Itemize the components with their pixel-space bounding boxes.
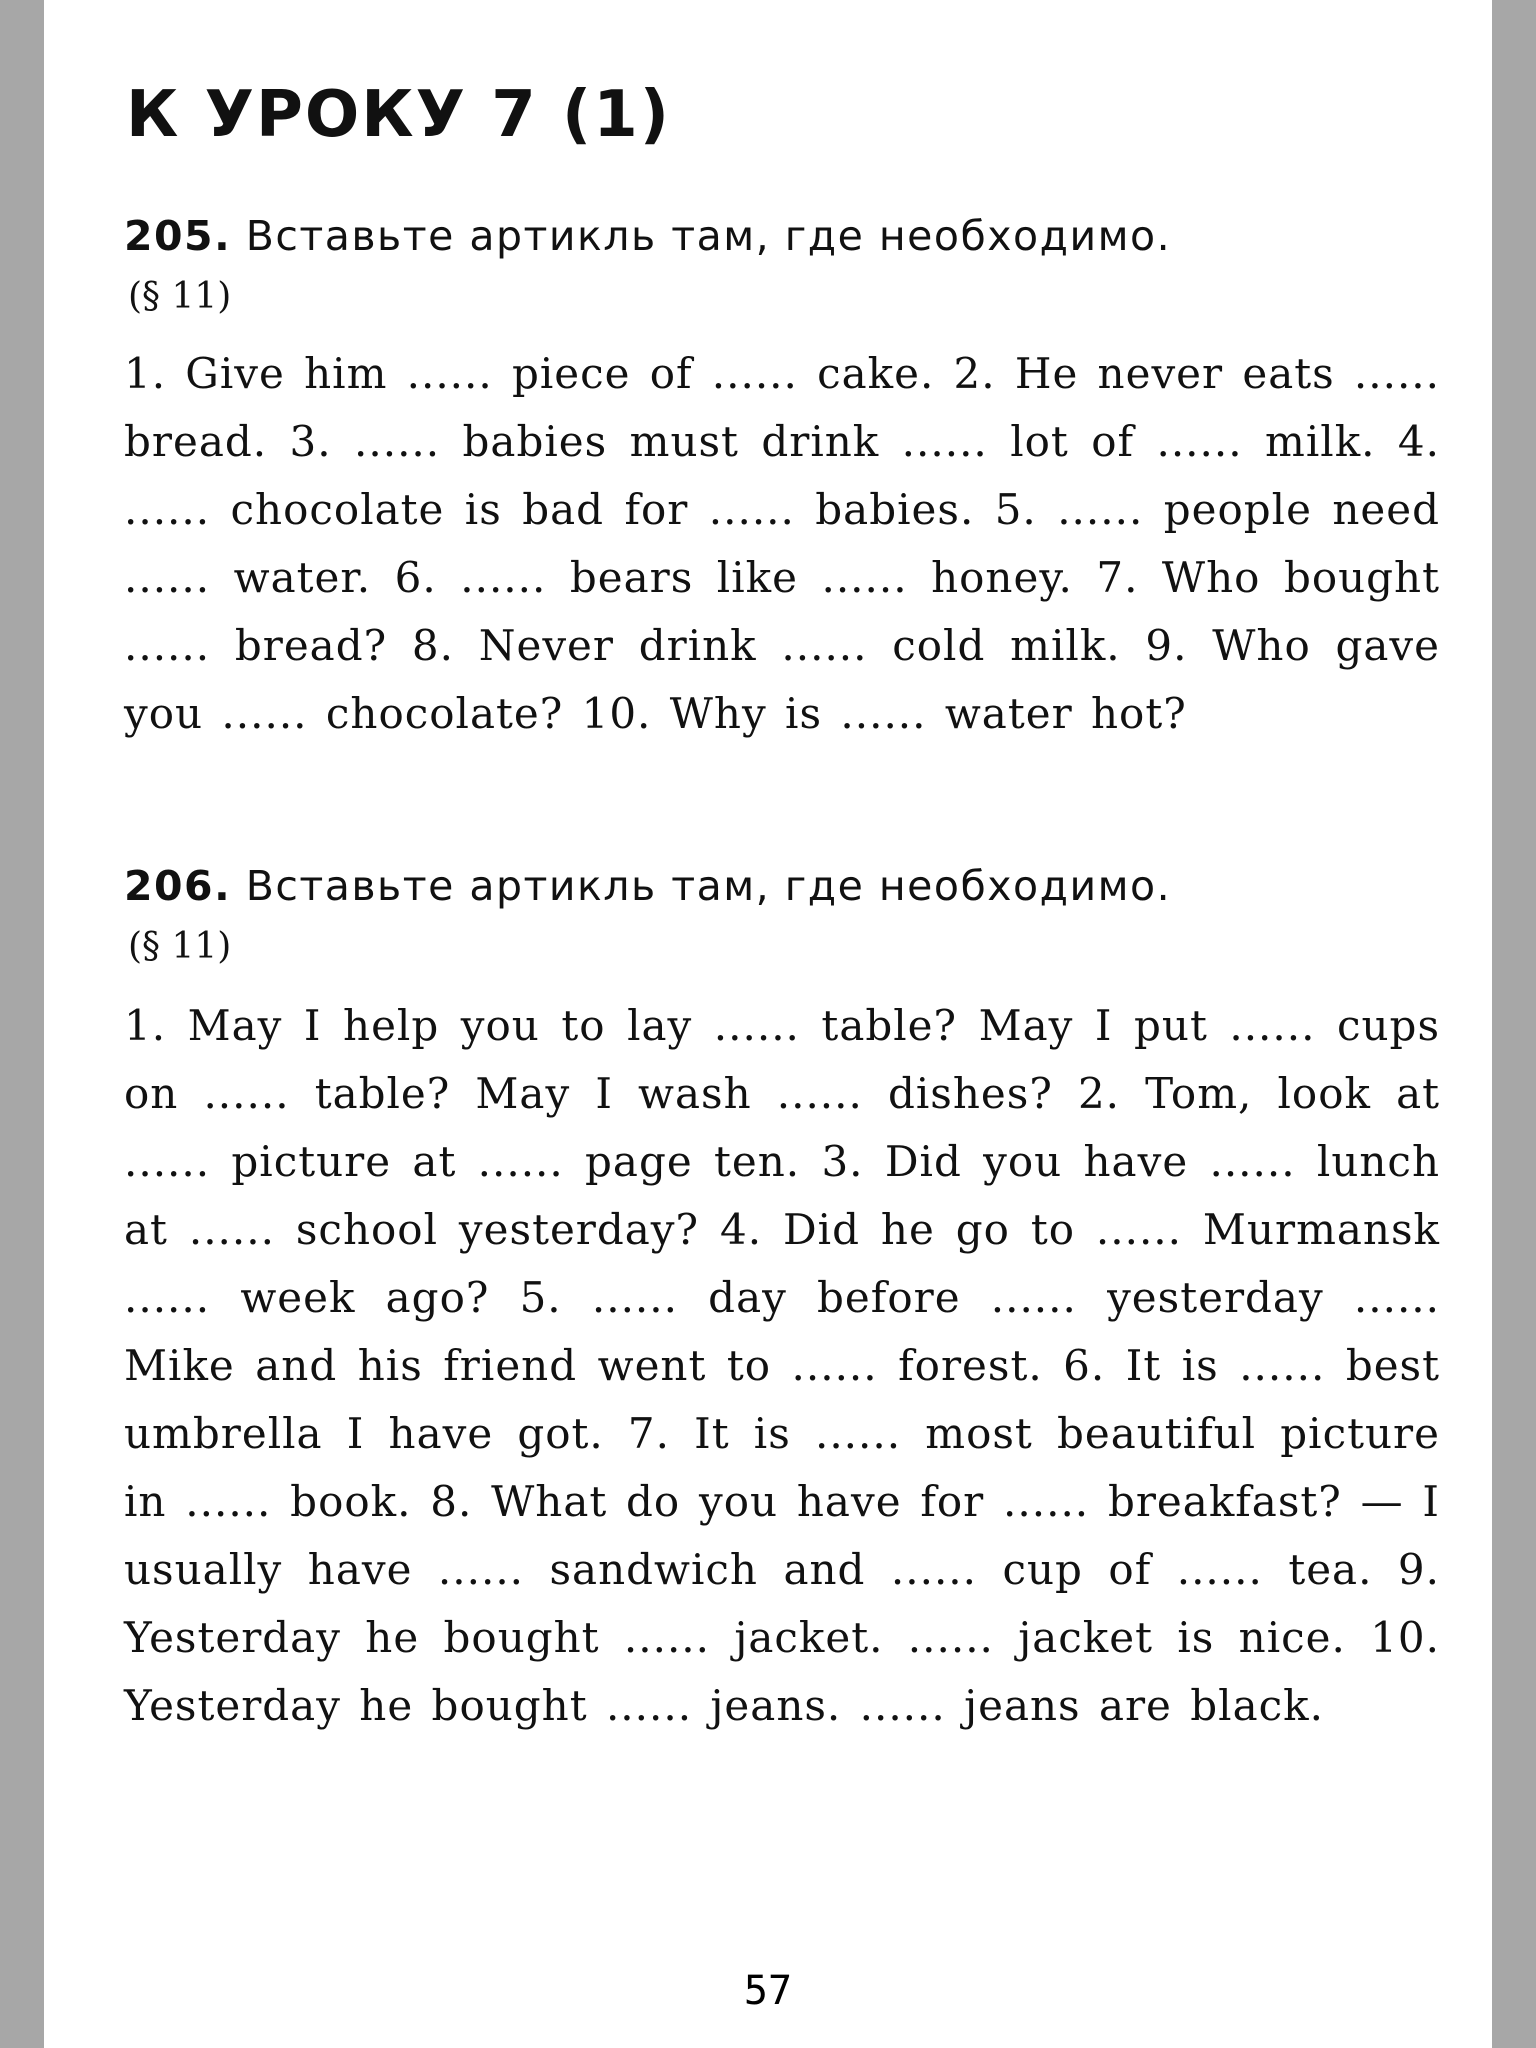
exercise-reference: (§ 11) <box>128 276 232 317</box>
exercise-instruction: Вставьте артикль там, где необходимо. <box>245 212 1172 260</box>
exercise-205-heading <box>124 212 1171 260</box>
exercise-number: 206. <box>124 862 232 910</box>
page-number: 57 <box>743 1968 793 2014</box>
book-page <box>44 0 1492 2048</box>
lesson-title: К УРОКУ 7 (1) <box>126 78 672 152</box>
exercise-206-text: 1. May I help you to lay ...... table? May I put ...... cups on ...... table? May I wash ...... dishes? 2. Tom, look at ...... picture at ...... page ten. 3. Did you have ...... lunch at ...... school yesterday? 4. Did he go to ...... Murmansk ...... week ago? 5. ...... day before ...... yesterday ...... Mike and his friend went to ...... forest. 6. It is ...... best umbrella I have got. 7. It is ...... most beautiful picture in ...... book. 8. What do you have for ...... breakfast? — I usually have ...... sandwich and ...... cup of ...... tea. 9. Yesterday he bought ...... jacket. ...... jacket is nice. 10. Yesterday he bought ...... jeans. ...... jeans are black. <box>124 1001 1440 1730</box>
exercise-205-text: 1. Give him ...... piece of ...... cake. 2. He never eats ...... bread. 3. ...... babies must drink ...... lot of ...... milk. 4. ...... chocolate is bad for ...... babies. 5. ...... people need ...... water. 6. ...... bears like ...... honey. 7. Who bought ...... bread? 8. Never drink ...... cold milk. 9. Who gave you ...... chocolate? 10. Why is ...... water hot? <box>124 349 1440 738</box>
exercise-instruction: Вставьте артикль там, где необходимо. <box>245 862 1172 910</box>
exercise-reference: (§ 11) <box>128 926 232 967</box>
exercise-206-heading <box>124 862 1171 910</box>
exercise-number: 205. <box>124 212 232 260</box>
